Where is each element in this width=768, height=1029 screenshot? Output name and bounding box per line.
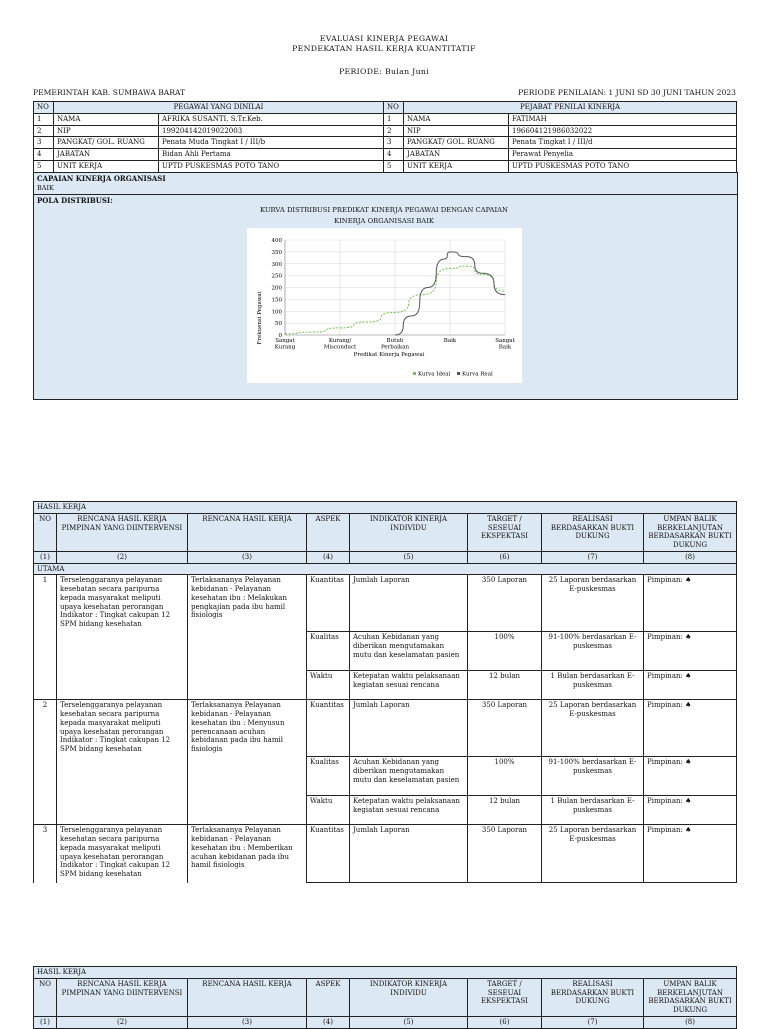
- item-no: 2: [34, 700, 57, 825]
- num: (6): [468, 1016, 542, 1028]
- umpan-balik: Pimpinan: ♠: [644, 671, 737, 700]
- y-tick-label: 0: [278, 333, 282, 339]
- th-realisasi: REALISASI BERDASARKAN BUKTI DUKUNG: [542, 978, 644, 1016]
- th-rencana: RENCANA HASIL KERJA: [188, 978, 307, 1016]
- umpan-balik: Pimpinan: ♠: [644, 632, 737, 671]
- item-no: 3: [34, 825, 57, 883]
- y-tick-label: 150: [271, 297, 282, 304]
- item-pimpinan: Terselenggaranya pelayanan kesehatan secara paripurna kepada masyarakat meliputi upaya kesehatan perorangan Indikator : Tingkat cakupan 12 SPM bidang kesehatan: [57, 575, 188, 700]
- periode-penilaian: PERIODE PENILAIAN: 1 JUNI SD 30 JUNI TAHUN 2023: [518, 88, 736, 97]
- col-no: NO: [34, 102, 54, 114]
- identity-row: [34, 125, 737, 137]
- realisasi: 25 Laporan berdasarkan E-puskesmas: [542, 700, 644, 757]
- y-tick-label: 400: [271, 238, 282, 244]
- doc-title: EVALUASI KINERJA PEGAWAI: [319, 34, 449, 43]
- indikator: Jumlah Laporan: [350, 825, 468, 883]
- indikator: Ketepatan waktu pelaksanaan kegiatan sesuai rencana: [350, 796, 468, 825]
- aspek: Waktu: [307, 796, 350, 825]
- indikator: Acuhan Kebidanan yang diberikan mengutamakan mutu dan keselamatan pasien: [350, 757, 468, 796]
- num: (6): [468, 551, 542, 563]
- table-row: [34, 825, 737, 883]
- row-no: 3: [384, 137, 404, 149]
- target: 100%: [468, 632, 542, 671]
- legend-swatch-ideal: [413, 372, 416, 375]
- row-no: 2: [384, 125, 404, 137]
- group-utama: UTAMA: [34, 563, 737, 575]
- item-rencana: Terlaksananya Pelayanan kebidanan - Pelayanan kesehatan ibu : Melakukan pengkajian pada ibu hamil fisiologis: [188, 575, 307, 700]
- umpan-balik: Pimpinan: ♠: [644, 575, 737, 632]
- x-tick-label: Sangat Baik: [495, 338, 515, 351]
- th-realisasi: REALISASI BERDASARKAN BUKTI DUKUNG: [542, 513, 644, 551]
- y-axis-label: Frekuensi Pegawai: [257, 291, 263, 345]
- table-row: [34, 700, 737, 757]
- th-rencana: RENCANA HASIL KERJA: [188, 513, 307, 551]
- x-tick-label: Kurang/ Misconduct: [323, 338, 357, 351]
- row-no: 5: [34, 160, 54, 172]
- row-no: 1: [384, 113, 404, 125]
- number-row: [34, 551, 737, 563]
- instansi-row: [33, 88, 736, 97]
- row-no: 4: [34, 149, 54, 161]
- num: (4): [307, 551, 350, 563]
- aspek: Kualitas: [307, 757, 350, 796]
- pola-label: POLA DISTRIBUSI:: [37, 196, 113, 205]
- realisasi: 1 Bulan berdasarkan E-puskesmas: [542, 796, 644, 825]
- section-title: HASIL KERJA: [34, 967, 737, 979]
- pejabat-header: PEJABAT PENILAI KINERJA: [404, 102, 737, 114]
- row-label: JABATAN: [54, 149, 159, 161]
- num: (5): [350, 1016, 468, 1028]
- row-label: NIP: [54, 125, 159, 137]
- pegawai-header: PEGAWAI YANG DINILAI: [54, 102, 384, 114]
- th-no: NO: [34, 978, 57, 1016]
- num: (1): [34, 551, 57, 563]
- legend-real: Kurva Real: [462, 371, 493, 378]
- hasil-kerja-table: [33, 501, 737, 883]
- pejabat-jabatan: Perawat Penyelia: [509, 149, 737, 161]
- capaian-box: [33, 172, 738, 196]
- umpan-balik: Pimpinan: ♠: [644, 700, 737, 757]
- header-row: [34, 513, 737, 551]
- row-label: PANGKAT/ GOL. RUANG: [404, 137, 509, 149]
- y-tick-label: 100: [271, 309, 282, 316]
- th-pimpinan: RENCANA HASIL KERJA PIMPINAN YANG DIINTERVENSI: [57, 978, 188, 1016]
- y-tick-label: 250: [271, 273, 282, 280]
- realisasi: 1 Bulan berdasarkan E-puskesmas: [542, 671, 644, 700]
- row-label: NAMA: [404, 113, 509, 125]
- instansi: PEMERINTAH KAB. SUMBAWA BARAT: [33, 88, 186, 97]
- target: 350 Laporan: [468, 575, 542, 632]
- num: (8): [644, 1016, 737, 1028]
- pegawai-jabatan: Bidan Ahli Pertama: [159, 149, 384, 161]
- aspek: Waktu: [307, 671, 350, 700]
- number-row: [34, 1016, 737, 1028]
- chart-title-text: KURVA DISTRIBUSI PREDIKAT KINERJA PEGAWAI DENGAN CAPAIAN KINERJA ORGANISASI BAIK: [259, 206, 509, 225]
- umpan-balik: Pimpinan: ♠: [644, 825, 737, 883]
- num: (8): [644, 551, 737, 563]
- num: (2): [57, 1016, 188, 1028]
- identity-row: [34, 149, 737, 161]
- row-no: 1: [34, 113, 54, 125]
- row-label: UNIT KERJA: [404, 160, 509, 172]
- identity-table: [33, 101, 737, 173]
- th-indikator: INDIKATOR KINERJA INDIVIDU: [350, 978, 468, 1016]
- row-no: 4: [384, 149, 404, 161]
- col-no: NO: [384, 102, 404, 114]
- aspek: Kualitas: [307, 632, 350, 671]
- target: 12 bulan: [468, 796, 542, 825]
- capaian-value: BAIK: [37, 184, 54, 192]
- legend-swatch-real: [457, 372, 460, 375]
- target: 100%: [468, 757, 542, 796]
- doc-subtitle: PENDEKATAN HASIL KERJA KUANTITATIF: [292, 44, 476, 53]
- num: (1): [34, 1016, 57, 1028]
- pegawai-unit: UPTD PUSKESMAS POTO TANO: [159, 160, 384, 172]
- section-title: HASIL KERJA: [34, 502, 737, 514]
- th-aspek: ASPEK: [307, 978, 350, 1016]
- x-tick-label: Butuh Perbaikan: [380, 338, 410, 351]
- aspek: Kuantitas: [307, 700, 350, 757]
- num: (3): [188, 1016, 307, 1028]
- th-target: TARGET / SESEUAI EKSPEKTASI: [468, 978, 542, 1016]
- row-no: 2: [34, 125, 54, 137]
- pegawai-nama: AFRIKA SUSANTI, S.Tr.Keb.: [159, 113, 384, 125]
- legend: [413, 372, 493, 378]
- th-aspek: ASPEK: [307, 513, 350, 551]
- num: (7): [542, 551, 644, 563]
- pejabat-nip: 196604121986032022: [509, 125, 737, 137]
- table-row: [34, 575, 737, 632]
- th-umpan: UMPAN BALIK BERKELANJUTAN BERDASARKAN BUKTI DUKUNG: [644, 513, 737, 551]
- umpan-balik: Pimpinan: ♠: [644, 796, 737, 825]
- pejabat-pangkat: Penata Tingkat I / III/d: [509, 137, 737, 149]
- indikator: Jumlah Laporan: [350, 700, 468, 757]
- th-indikator: INDIKATOR KINERJA INDIVIDU: [350, 513, 468, 551]
- target: 12 bulan: [468, 671, 542, 700]
- y-tick-label: 50: [275, 321, 282, 328]
- header-row: [34, 978, 737, 1016]
- capaian-label: CAPAIAN KINERJA ORGANISASI: [37, 174, 166, 183]
- th-umpan: UMPAN BALIK BERKELANJUTAN BERDASARKAN BUKTI DUKUNG: [644, 978, 737, 1016]
- x-tick-label: Sangat Kurang: [274, 338, 296, 351]
- indikator: Acuhan Kebidanan yang diberikan mengutamakan mutu dan keselamatan pasien: [350, 632, 468, 671]
- item-rencana: Terlaksananya Pelayanan kebidanan - Pelayanan kesehatan ibu : Menyusun perencanaan acuhan kebidanan pada ibu hamil fisiologis: [188, 700, 307, 825]
- identity-row: [34, 113, 737, 125]
- x-axis-label: Predikat Kinerja Pegawai: [353, 352, 425, 358]
- row-no: 5: [384, 160, 404, 172]
- realisasi: 25 Laporan berdasarkan E-puskesmas: [542, 575, 644, 632]
- aspek: Kuantitas: [307, 825, 350, 883]
- num: (5): [350, 551, 468, 563]
- pejabat-unit: UPTD PUSKESMAS POTO TANO: [509, 160, 737, 172]
- doc-periode: PERIODE: Bulan Juni: [338, 67, 430, 76]
- y-tick-label: 350: [271, 249, 282, 256]
- identity-row: [34, 160, 737, 172]
- th-no: NO: [34, 513, 57, 551]
- chart-title: [0, 205, 768, 226]
- realisasi: 25 Laporan berdasarkan E-puskesmas: [542, 825, 644, 883]
- num: (3): [188, 551, 307, 563]
- identity-header-row: [34, 102, 737, 114]
- row-label: UNIT KERJA: [54, 160, 159, 172]
- hasil-kerja-table-2: [33, 966, 737, 1029]
- pejabat-nama: FATIMAH: [509, 113, 737, 125]
- y-tick-label: 200: [271, 285, 282, 292]
- target: 350 Laporan: [468, 700, 542, 757]
- x-tick-label: Baik: [443, 338, 457, 344]
- row-label: PANGKAT/ GOL. RUANG: [54, 137, 159, 149]
- y-tick-label: 300: [271, 261, 282, 268]
- legend-ideal: Kurva Ideal: [418, 371, 451, 378]
- row-no: 3: [34, 137, 54, 149]
- row-label: JABATAN: [404, 149, 509, 161]
- th-pimpinan: RENCANA HASIL KERJA PIMPINAN YANG DIINTERVENSI: [57, 513, 188, 551]
- item-rencana: Terlaksananya Pelayanan kebidanan - Pelayanan kesehatan ibu : Memberikan acuhan kebidanan pada ibu hamil fisiologis: [188, 825, 307, 883]
- aspek: Kuantitas: [307, 575, 350, 632]
- distribution-chart: [247, 228, 522, 383]
- item-pimpinan: Terselenggaranya pelayanan kesehatan secara paripurna kepada masyarakat meliputi upaya kesehatan perorangan Indikator : Tingkat cakupan 12 SPM bidang kesehatan: [57, 700, 188, 825]
- th-target: TARGET / SESEUAI EKSPEKTASI: [468, 513, 542, 551]
- indikator: Jumlah Laporan: [350, 575, 468, 632]
- realisasi: 91-100% berdasarkan E-puskesmas: [542, 632, 644, 671]
- indikator: Ketepatan waktu pelaksanaan kegiatan sesuai rencana: [350, 671, 468, 700]
- num: (2): [57, 551, 188, 563]
- num: (4): [307, 1016, 350, 1028]
- identity-row: [34, 137, 737, 149]
- item-pimpinan: Terselenggaranya pelayanan kesehatan secara paripurna kepada masyarakat meliputi upaya kesehatan perorangan Indikator : Tingkat cakupan 12 SPM bidang kesehatan: [57, 825, 188, 883]
- umpan-balik: Pimpinan: ♠: [644, 757, 737, 796]
- row-label: NAMA: [54, 113, 159, 125]
- item-no: 1: [34, 575, 57, 700]
- chart: [247, 228, 522, 383]
- num: (7): [542, 1016, 644, 1028]
- pegawai-pangkat: Penata Muda Tingkat I / III/b: [159, 137, 384, 149]
- target: 350 Laporan: [468, 825, 542, 883]
- pegawai-nip: 199204142019022003: [159, 125, 384, 137]
- realisasi: 91-100% berdasarkan E-puskesmas: [542, 757, 644, 796]
- row-label: NIP: [404, 125, 509, 137]
